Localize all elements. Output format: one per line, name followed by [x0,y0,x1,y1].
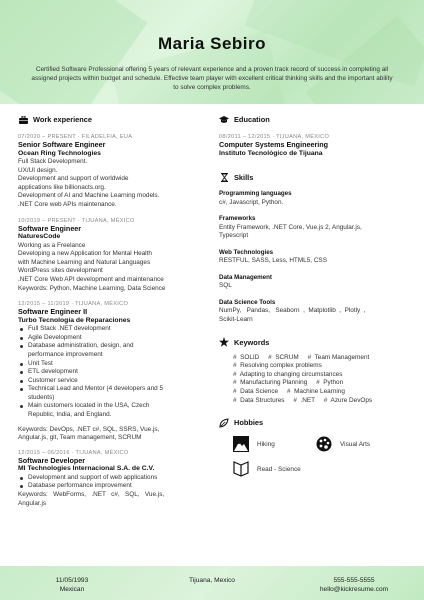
keywords-title: Keywords [234,337,270,347]
keyword-line: # SOLID # SCRUM # Team Management [233,353,370,361]
job-bullets [18,474,208,491]
skill-group-text: RESTFUL, SASS, Less, HTML5, CSS [219,257,327,265]
keyword-line: # Resolving complex problems [233,362,322,370]
keyword-line: # Manufacturing Planning # Python [233,379,344,387]
briefcase-icon [18,115,28,125]
skill-group [219,274,409,291]
leaf-icon [219,418,229,428]
graduation-cap-icon [219,115,229,125]
job-keywords: Keywords: WebForms, .NET c#, SQL, Vue.js, [18,491,165,499]
job-keywords: Angular.js [18,499,47,507]
skill-group-text: Scikit-Learn [219,316,253,324]
skill-group-text: NumPy, Pandas, Seaborn , Matplotlib , Plotly , [219,307,366,315]
education-title: Education [234,115,270,124]
book-icon [233,461,249,477]
job-bullet-continued: Republic, India, and England. [28,411,112,419]
mountain-icon [233,436,249,452]
skill-group-title: Frameworks [219,215,256,223]
job-entry [18,449,208,508]
job-bullet: Agile Development [18,334,208,343]
nationality: Mexican [59,586,85,593]
profile-summary: Certified Software Professional offering 5 years of relevant experience and a proven track record of success in completing all assigned projects within budget and schedule. Effective team player with excellent critical thinking skills and the important ability to solve complex problems. [31,66,393,91]
skill-group [219,249,409,266]
skill-group-title: Data Management [219,273,272,281]
skill-group-title: Web Technologies [219,248,274,256]
job-bullet: Main customers located in the USA, Czech [18,402,208,411]
location: Tijuana, Mexico [189,577,235,584]
job-bullet: Database performance improvement [18,482,208,491]
palette-icon [316,436,332,452]
hobby-item [316,436,370,452]
job-entry [18,217,208,294]
skill-group [219,215,409,241]
left-column [18,114,208,508]
job-bullet: Database administration, design, and [18,342,208,351]
hobby-label: Read - Science [257,465,301,473]
star-icon [219,337,229,347]
keywords-heading [219,337,409,348]
skill-group-text: SQL [219,282,232,290]
job-bullet-continued: students) [28,393,55,401]
job-entry [18,133,208,210]
job-role: Senior Software Engineer [18,140,106,149]
job-line: applications like billionacts.org. [18,183,106,191]
job-line: with Machine Learning and Natural Languages [18,258,151,266]
job-bullet: Customer service [18,377,208,386]
personal-info [40,576,104,594]
job-company: MI Technologies Internacional S.A. de C.V. [18,465,155,473]
job-bullet: Development and support of web applications [18,474,208,483]
job-bullet: Technical Lead and Mentor (4 developers and 5 [18,385,208,394]
education-school: Instituto Tecnológico de Tijuana [219,149,323,157]
footer-bar [0,566,424,600]
email-link[interactable]: hello@kickresume.com [319,586,389,593]
job-company: Ocean Ring Technologies [18,149,101,157]
candidate-name: Maria Sebiro [157,34,267,53]
job-line: Working as a Freelance [18,241,86,249]
right-column [219,114,409,496]
work-experience-heading [18,114,208,125]
keyword-line: # Data Structures # .NET # Azure DevOps [233,396,373,404]
hobbies-heading [219,417,409,428]
hourglass-icon [219,173,229,183]
job-line: WordPress sites development [18,267,103,275]
education-meta: 08/2011 – 12/2015 · TIJUANA, MÉXICO [219,134,330,140]
job-bullet: Unit Test [18,360,208,369]
job-meta: 10/2019 – PRESENT · TIJUANA, MÉXICO [18,217,135,224]
job-meta: 12/2015 – 11/2019 · TIJUANA, MÉXICO [18,301,129,308]
job-meta: 07/2020 – PRESENT · FILADELFIA, EUA [18,134,133,140]
skill-group-title: Data Science Tools [219,298,276,306]
education-heading [219,114,409,125]
job-bullet: ETL development [18,368,208,377]
hobby-item [233,436,275,452]
job-entry [18,300,208,443]
skill-group-text: Entity Framework, .NET Core, Vue.js 2, Angular.js, [219,223,362,231]
job-line: Development of AI and Machine Learning models. [18,192,160,200]
job-line: .NET Core web APIs maintenance. [18,200,117,208]
hobby-label: Hiking [257,440,275,448]
job-bullet-continued: performance improvement [28,350,103,358]
job-role: Software Engineer II [18,307,88,317]
job-line: .NET Core Web API development and maintenance [18,275,164,283]
education-entry [219,133,409,158]
hobby-item [233,461,301,477]
job-company: NaturesCode [18,233,61,241]
job-line: Developing a new Application for Mental Health [18,250,152,258]
birth-date: 11/05/1993 [55,577,89,584]
keyword-line: # Data Science # Machine Learning [233,388,345,396]
education-degree: Computer Systems Engineering [219,140,329,149]
job-company: Turbo Tecnología de Reparaciones [18,316,131,324]
job-role: Software Developer [18,455,86,465]
job-keywords: Angular.js, git, Team management, SCRUM [18,434,142,442]
skill-group-text: c#, Javascript, Python. [219,198,284,206]
job-keywords: Keywords: DevOps, .NET c#, SQL, SSRS, Vue.js, [18,425,160,433]
job-line: Development and support of worldwide [18,175,129,183]
skills-heading [219,172,409,183]
skill-group-title: Programming languages [219,190,292,197]
job-bullet: Full Stack .NET development [18,325,208,334]
phone: 555-555-5555 [333,577,375,584]
header-banner [0,0,424,104]
job-line: Keywords: Python, Machine Learning, Data Science [18,284,166,292]
job-bullets [18,325,208,420]
work-experience-title: Work experience [33,115,93,124]
skill-group [219,299,409,325]
skill-group-text: Typescript [219,232,249,240]
skills-title: Skills [234,173,254,182]
hobbies-title: Hobbies [234,418,264,428]
job-line: Full Stack Development. [18,158,88,165]
skill-group [219,190,409,207]
keyword-line: # Adapting to changing circumstances [233,370,343,378]
job-role: Software Engineer [18,223,82,233]
job-meta: 12/2015 – 06/2016 · TIJUANA, MÉXICO [18,449,129,456]
keywords-list [219,354,409,406]
hobby-label: Visual Arts [340,440,371,448]
contact-info [300,576,408,594]
hobbies-list [219,436,409,496]
job-line: UX/UI design. [18,166,58,174]
